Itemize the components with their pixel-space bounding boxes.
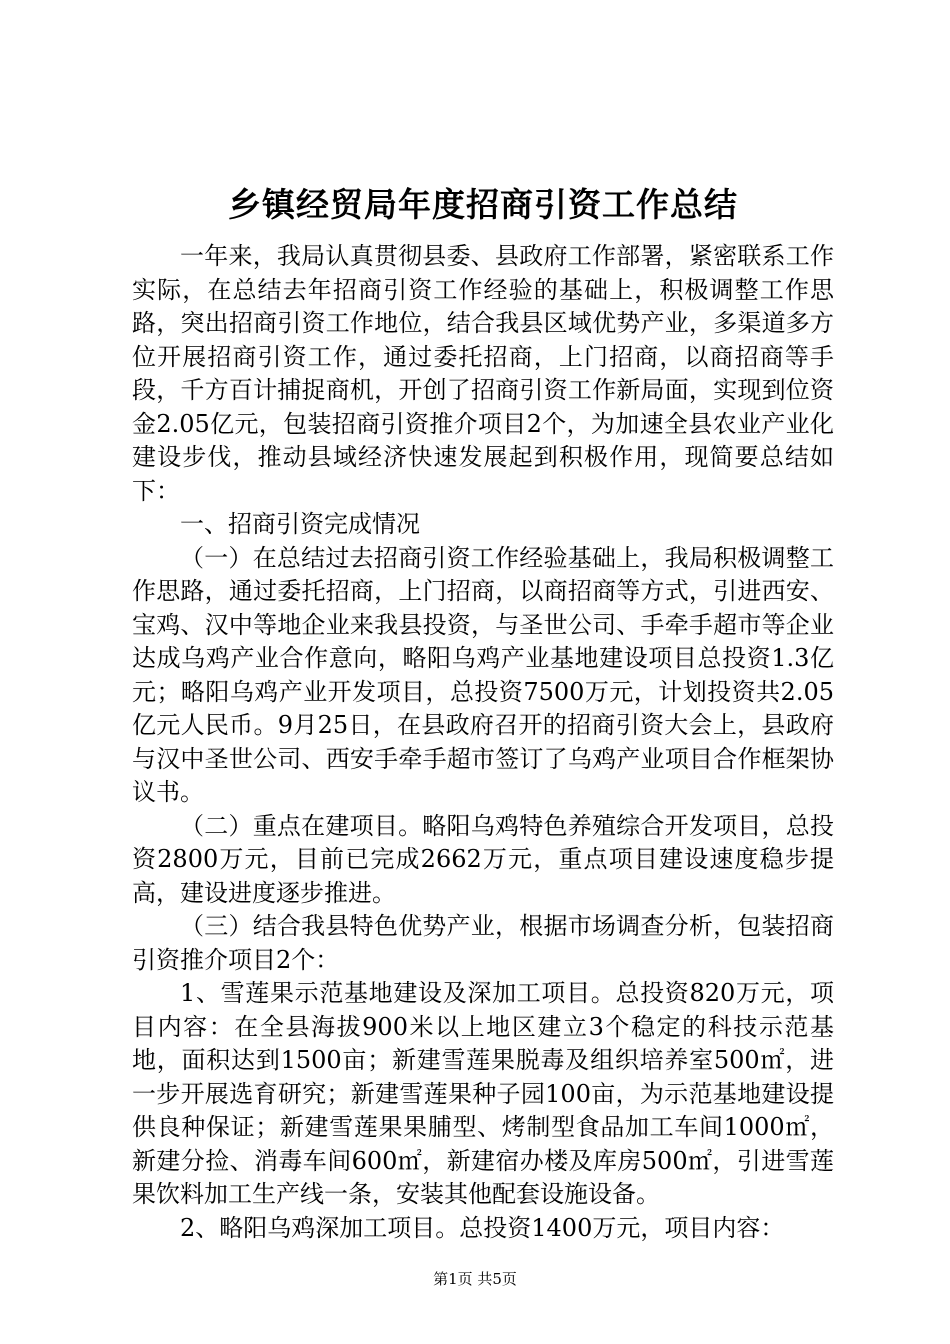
section-heading-1: 一、招商引资完成情况 [180, 510, 420, 538]
paragraph-part-3: （三）结合我县特色优势产业，根据市场调查分析，包装招商引资推介项目2个： [132, 912, 834, 974]
paragraph-part-1: （一）在总结过去招商引资工作经验基础上，我局积极调整工作思路，通过委托招商，上门招商，以商招商等方式，引进西安、宝鸡、汉中等地企业来我县投资，与圣世公司、手牵手超市等企业达成乌鸡产业合作意向，略阳乌鸡产业基地建设项目总投资1.3亿元；略阳乌鸡产业开发项目，总投资7500万元，计划投资共2.05亿元人民币。9月25日，在县政府召开的招商引资大会上，县政府与汉中圣世公司、西安手牵手超市签订了乌鸡产业项目合作框架协议书。 [132, 543, 834, 806]
project-item-1: 1、雪莲果示范基地建设及深加工项目。总投资820万元，项目内容：在全县海拔900米以上地区建立3个稳定的科技示范基地，面积达到1500亩；新建雪莲果脱毒及组织培养室500㎡，进一步开展选育研究；新建雪莲果种子园100亩，为示范基地建设提供良种保证；新建雪莲果果脯型、烤制型食品加工车间1000㎡，新建分捡、消毒车间600㎡，新建宿办楼及库房500㎡，引进雪莲果饮料加工生产线一条，安装其他配套设施设备。 [132, 979, 834, 1208]
project-item-2: 2、略阳乌鸡深加工项目。总投资1400万元，项目内容： [180, 1213, 785, 1242]
paragraph-part-2: （二）重点在建项目。略阳乌鸡特色养殖综合开发项目，总投资2800万元，目前已完成2662万元，重点项目建设速度稳步提高，建设进度逐步推进。 [132, 811, 834, 907]
document-page [132, 176, 834, 1245]
document-title: 乡镇经贸局年度招商引资工作总结 [228, 185, 738, 224]
page-footer: 第1页 共5页 [433, 1270, 517, 1288]
intro-paragraph: 一年来，我局认真贯彻县委、县政府工作部署，紧密联系工作实际，在总结去年招商引资工作经验的基础上，积极调整工作思路，突出招商引资工作地位，结合我县区域优势产业，多渠道多方位开展招商引资工作，通过委托招商，上门招商，以商招商等手段，千方百计捕捉商机，开创了招商引资工作新局面，实现到位资金2.05亿元，包装招商引资推介项目2个，为加速全县农业产业化建设步伐，推动县域经济快速发展起到积极作用，现简要总结如下： [132, 242, 834, 505]
